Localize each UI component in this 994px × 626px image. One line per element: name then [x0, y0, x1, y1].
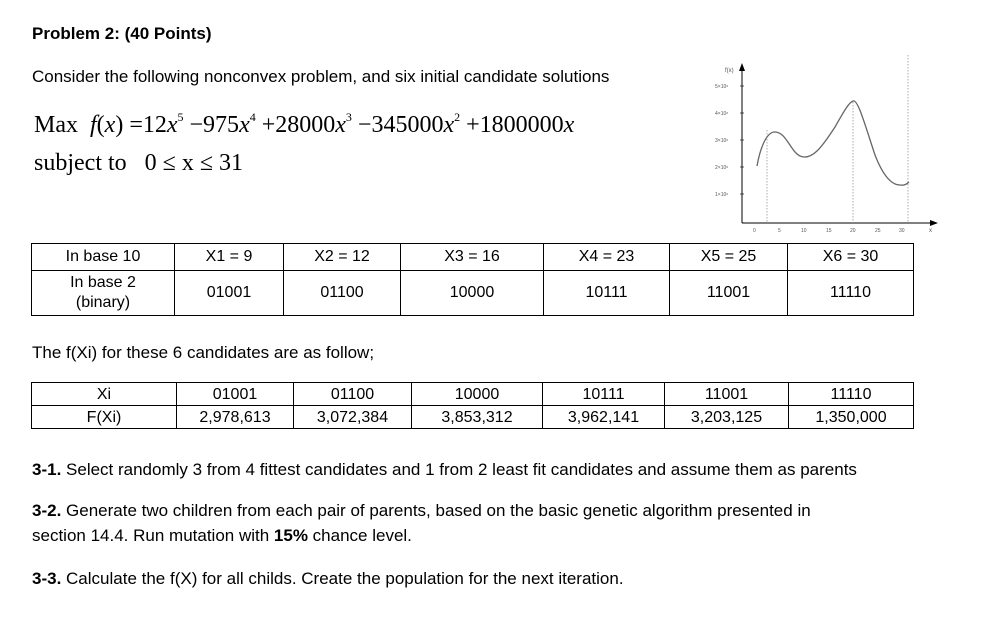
table-cell: 2,978,613	[177, 406, 294, 429]
table-cell: X3 = 16	[401, 244, 544, 271]
table-row	[32, 271, 914, 316]
plot-x-tick: 0	[753, 228, 756, 234]
table-cell: X4 = 23	[544, 244, 670, 271]
table-cell: 11110	[788, 271, 914, 316]
table-cell: 3,203,125	[665, 406, 789, 429]
constraint-label: subject to	[34, 150, 127, 176]
term2-coef: −975	[183, 112, 240, 138]
plot-y-tick: 4×10⁶	[715, 111, 729, 117]
plot-x-tick: 20	[850, 228, 856, 234]
question-number: 3-1.	[32, 460, 62, 479]
table-row	[32, 383, 914, 406]
table-cell: 10111	[543, 383, 665, 406]
plot-x-tick: 15	[826, 228, 832, 234]
row-label-xi: Xi	[32, 383, 177, 406]
question-3-1	[32, 460, 857, 480]
table-cell: 10000	[401, 271, 544, 316]
table-cell: 11001	[665, 383, 789, 406]
term5-coef: +1800000	[460, 112, 564, 138]
table-cell: X5 = 25	[670, 244, 788, 271]
term5-x: x	[563, 112, 575, 138]
table-cell: 01001	[177, 383, 294, 406]
candidates-table	[31, 243, 914, 316]
objective-prefix: Max	[34, 112, 78, 138]
plot-x-tick: 30	[899, 228, 905, 234]
question-text: chance level.	[307, 526, 412, 545]
question-text: section 14.4. Run mutation with	[32, 526, 274, 545]
row-label-base10: In base 10	[32, 244, 175, 271]
question-text: Calculate the f(X) for all childs. Create the population for the next iteration.	[61, 569, 624, 588]
row-label-binary	[32, 271, 175, 316]
term4-exp: 2	[454, 110, 461, 124]
table-cell: 11001	[670, 271, 788, 316]
question-3-2-continued	[32, 526, 412, 546]
table-cell: 11110	[789, 383, 914, 406]
term2-x: x	[239, 112, 250, 138]
plot-y-tick: 3×10⁶	[715, 138, 729, 144]
term1-x: x	[166, 112, 178, 138]
table-cell: 1,350,000	[789, 406, 914, 429]
plot-y-tick: 2×10⁶	[715, 165, 729, 171]
row-label-fxi: F(Xi)	[32, 406, 177, 429]
plot-y-label: f(x)	[725, 68, 734, 74]
row-label-binary-line1: In base 2	[70, 274, 136, 291]
constraint	[34, 150, 243, 177]
table-cell: 01100	[294, 383, 412, 406]
table-cell: X2 = 12	[284, 244, 401, 271]
question-text: Select randomly 3 from 4 fittest candidates and 1 from 2 least fit candidates and assume them as parents	[61, 460, 857, 479]
question-number: 3-2.	[32, 501, 62, 520]
plot-x-tick: 25	[875, 228, 881, 234]
function-plot	[700, 55, 945, 240]
objective-x: x	[104, 112, 116, 138]
question-number: 3-3.	[32, 569, 62, 588]
constraint-text: 0 ≤ x ≤ 31	[144, 150, 243, 176]
objective-eq: ) =12	[115, 112, 167, 138]
term1-exp: 5	[177, 110, 184, 124]
plot-x-arrow	[930, 220, 938, 226]
plot-x-label: x	[929, 228, 932, 234]
table-row	[32, 406, 914, 429]
objective-function: Max $f(x) =12x^5 -975x^4 +28000x^3 -345000x^2 +1800000x$	[34, 110, 575, 138]
mutation-rate: 15%	[273, 526, 308, 545]
question-3-2	[32, 501, 811, 521]
table-cell: X1 = 9	[175, 244, 284, 271]
table-cell: 3,072,384	[294, 406, 412, 429]
plot-curve	[757, 101, 909, 185]
row-label-binary-line2: (binary)	[75, 294, 131, 311]
term3-coef: +28000	[255, 112, 336, 138]
table-cell: X6 = 30	[788, 244, 914, 271]
table-cell: 01100	[284, 271, 401, 316]
term3-x: x	[335, 112, 346, 138]
fitness-note: The f(Xi) for these 6 candidates are as follow;	[32, 343, 375, 362]
problem-title: Problem 2: (40 Points)	[32, 24, 212, 43]
table-cell: 10000	[412, 383, 543, 406]
plot-y-arrow	[739, 63, 745, 71]
term4-x: x	[443, 112, 455, 138]
question-text: Generate two children from each pair of parents, based on the basic genetic algorithm presented in	[61, 501, 811, 520]
table-cell: 3,962,141	[543, 406, 665, 429]
fitness-table	[31, 382, 914, 429]
table-cell: 01001	[175, 271, 284, 316]
term3-exp: 3	[345, 110, 352, 124]
plot-x-tick: 5	[778, 228, 781, 234]
table-row	[32, 244, 914, 271]
plot-y-tick: 5×10⁶	[715, 84, 729, 90]
table-cell: 10111	[544, 271, 670, 316]
plot-x-tick: 10	[801, 228, 807, 234]
question-3-3	[32, 569, 624, 589]
plot-y-tick: 1×10⁶	[715, 192, 729, 198]
problem-intro: Consider the following nonconvex problem, and six initial candidate solutions	[32, 67, 610, 86]
objective-f: f	[90, 112, 97, 138]
term2-exp: 4	[249, 110, 256, 124]
table-cell: 3,853,312	[412, 406, 543, 429]
term4-coef: −345000	[351, 112, 444, 138]
